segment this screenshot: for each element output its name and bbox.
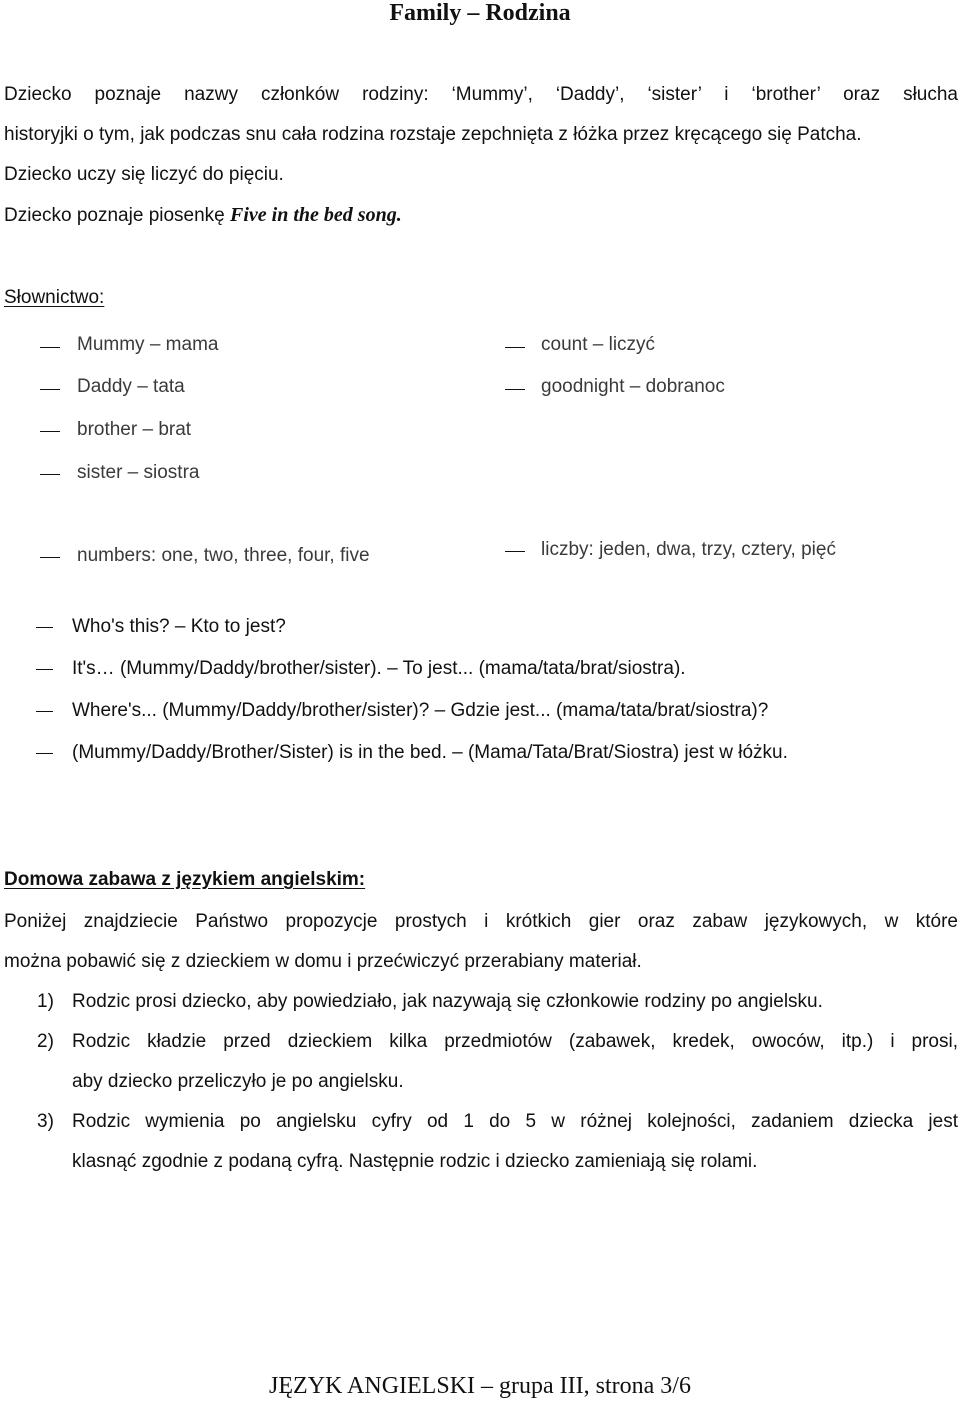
dash-icon (505, 551, 525, 552)
list-item: Rodzic prosi dziecko, aby powiedziało, jak nazywają się członkowie rodziny po angielsku. (72, 991, 823, 1012)
dash-icon (40, 389, 60, 390)
dash-icon (40, 431, 60, 432)
vocab-numbers-en: numbers: one, two, three, four, five (77, 545, 370, 566)
dash-icon (40, 347, 60, 348)
intro-line-2: historyjki o tym, jak podczas snu cała rodzina rozstaje zepchnięta z łóżka przez kręcącego się Patcha. (4, 124, 862, 145)
vocab-item: count – liczyć (541, 334, 656, 355)
list-number: 3) (37, 1111, 54, 1132)
dash-icon (36, 711, 53, 712)
intro-line-3: Dziecko uczy się liczyć do pięciu. (4, 164, 284, 185)
vocab-numbers-pl: liczby: jeden, dwa, trzy, cztery, pięć (541, 539, 836, 560)
phrase-item: (Mummy/Daddy/Brother/Sister) is in the bed. – (Mama/Tata/Brat/Siostra) jest w łóżku. (72, 742, 788, 763)
intro-line-4-text: Dziecko poznaje piosenkę (4, 205, 231, 226)
dash-icon (40, 474, 60, 475)
song-title: Five in the bed song. (230, 204, 402, 226)
dash-icon (36, 627, 53, 628)
page-footer: JĘZYK ANGIELSKI – grupa III, strona 3/6 (269, 1373, 691, 1399)
phrase-item: Who's this? – Kto to jest? (72, 616, 286, 637)
list-number: 2) (37, 1031, 54, 1052)
dash-icon (40, 557, 60, 558)
intro-line-4 (4, 204, 402, 227)
phrase-item: It's… (Mummy/Daddy/brother/sister). – To jest... (mama/tata/brat/siostra). (72, 658, 686, 679)
dash-icon (505, 347, 525, 348)
vocab-heading: Słownictwo: (4, 287, 105, 308)
list-number: 1) (37, 991, 54, 1012)
list-item-continued: aby dziecko przeliczyło je po angielsku. (72, 1071, 404, 1092)
list-item: Rodzic kładzie przed dzieckiem kilka przedmiotów (zabawek, kredek, owoców, itp.) i prosi, (72, 1031, 958, 1052)
list-item: Rodzic wymienia po angielsku cyfry od 1 do 5 w różnej kolejności, zadaniem dziecka jest (72, 1111, 958, 1132)
intro-line-1: Dziecko poznaje nazwy członków rodziny: ‘Mummy’, ‘Daddy’, ‘sister’ i ‘brother’ oraz słucha (4, 84, 958, 105)
vocab-item: sister – siostra (77, 462, 200, 483)
vocab-item: goodnight – dobranoc (541, 376, 725, 397)
vocab-item: Daddy – tata (77, 376, 185, 397)
list-item-continued: klasnąć zgodnie z podaną cyfrą. Następnie rodzic i dziecko zamieniają się rolami. (72, 1151, 758, 1172)
home-heading: Domowa zabawa z językiem angielskim: (4, 869, 366, 890)
dash-icon (36, 753, 53, 754)
home-intro-line-1: Poniżej znajdziecie Państwo propozycje prostych i krótkich gier oraz zabaw językowych, w które (4, 911, 958, 932)
phrase-item: Where's... (Mummy/Daddy/brother/sister)? – Gdzie jest... (mama/tata/brat/siostra)? (72, 700, 769, 721)
home-intro-line-2: można pobawić się z dzieckiem w domu i przećwiczyć przerabiany materiał. (4, 951, 642, 972)
page-title: Family – Rodzina (389, 0, 571, 26)
dash-icon (505, 389, 525, 390)
vocab-item: Mummy – mama (77, 334, 219, 355)
vocab-item: brother – brat (77, 419, 192, 440)
dash-icon (36, 669, 53, 670)
